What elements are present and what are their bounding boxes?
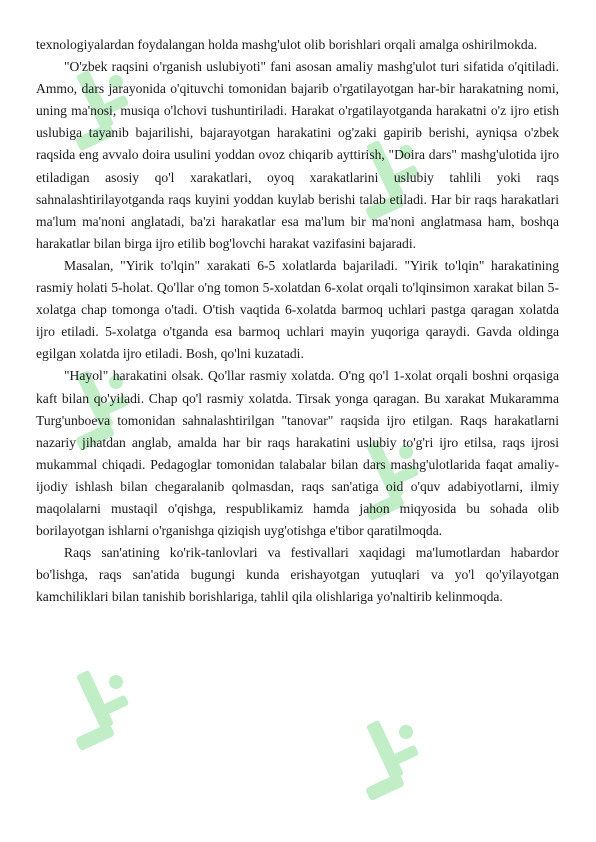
paragraph: "O'zbek raqsini o'rganish uslubiyoti" fani asosan amaliy mashg'ulot turi sifatida o'qitiladi. Ammo, dars jarayonida o'qituvchi tomonidan bajarib o'rgatilayotgan har-bir harakatning nomi, uning ma'nosi, musiqa o'lchovi tushuntiriladi. Harakat o'rgatilayotganda harakatni o'z ijro etish uslubiga tayanib bajarilishi, bajarayotgan harakatini og'zaki gapirib berishi, ayniqsa o'zbek raqsida eng avvalo doira usulini yoddan ovoz chiqarib ayttirish, "Doira dars" mashg'ulotida ijro etiladigan asosiy qo'l xarakatlari, oyoq xarakatlarini uslubiy tahlili yoki raqs sahnalashtirilayotganda raqs kuyini yoddan kuylab berishi talab etiladi. Har bir raqs harakatlari ma'lum ma'noni anglatadi, ba'zi harakatlar esa ma'lum bir ma'noni anglatmasa ham, boshqa harakatlar bilan birga ijro etilib bog'lovchi harakat vazifasini bajaradi. — [36, 59, 559, 251]
paragraph: Masalan, "Yirik to'lqin" xarakati 6-5 xolatlarda bajariladi. "Yirik to'lqin" harakatining rasmiy holati 5-holat. Qo'llar o'ng tomon 5-xolatdan 6-xolat orqali to'lqinsimon xarakat bilan 5-xolatga chap tomonga o'tadi. O'tish vaqtida 6-xolatda barmoq uchlari pastga qaragan xolatda ijro etiladi. 5-xolatga o'tganda esa barmoq uchlari mayin yuqoriga qaraydi. Gavda oldinga egilgan xolatda ijro etiladi. Bosh, qo'lni kuzatadi. — [36, 257, 559, 362]
paragraph: Raqs san'atining ko'rik-tanlovlari va festivallari xaqidagi ma'lumotlardan habardor bo'lishga, raqs san'atida bugungi kunda erishayotgan yutuqlari va yo'l qo'yilayotgan kamchiliklari bilan tanishib borishlariga, tahlil qila olishlariga yo'naltirib kelinmoqda. — [36, 545, 559, 605]
paragraph-continuation: texnologiyalardan foydalangan holda mashg'ulot olib borishlari orqali amalga oshirilmokda. — [36, 37, 538, 52]
watermark-logo-icon — [360, 710, 430, 830]
watermark-logo-icon — [70, 660, 140, 780]
body-text — [36, 34, 559, 608]
paragraph: "Hayol" harakatini olsak. Qo'llar rasmiy xolatda. O'ng qo'l 1-xolat orqali boshni orqasiga kaft bilan qo'yiladi. Chap qo'l rasmiy xolatda. Tirsak yonga qaragan. Bu xarakat Mukaramma Turg'unboeva tomonidan sahnalashtirilgan "tanovar" raqsida ijro etilgan. Raqs harakatlarni nazariy jihatdan anglab, amalda har bir raqs harakatini uslubiy to'g'ri ijro etilsa, raqs ijrosi mukammal chiqadi. Pedagoglar tomonidan talabalar bilan dars mashg'ulotlarida faqat amaliy-ijodiy ishlash bilan chegaralanib qolmasdan, raqs san'atiga oid o'quv adabiyotlarni, ilmiy maqolalarni mustaqil o'qishga, respublikamiz hamda jahon miqyosida bu sohada olib borilayotgan ishlarni o'rganishga qiziqish uyg'otishga e'tibor qaratilmoqda. — [36, 368, 559, 539]
